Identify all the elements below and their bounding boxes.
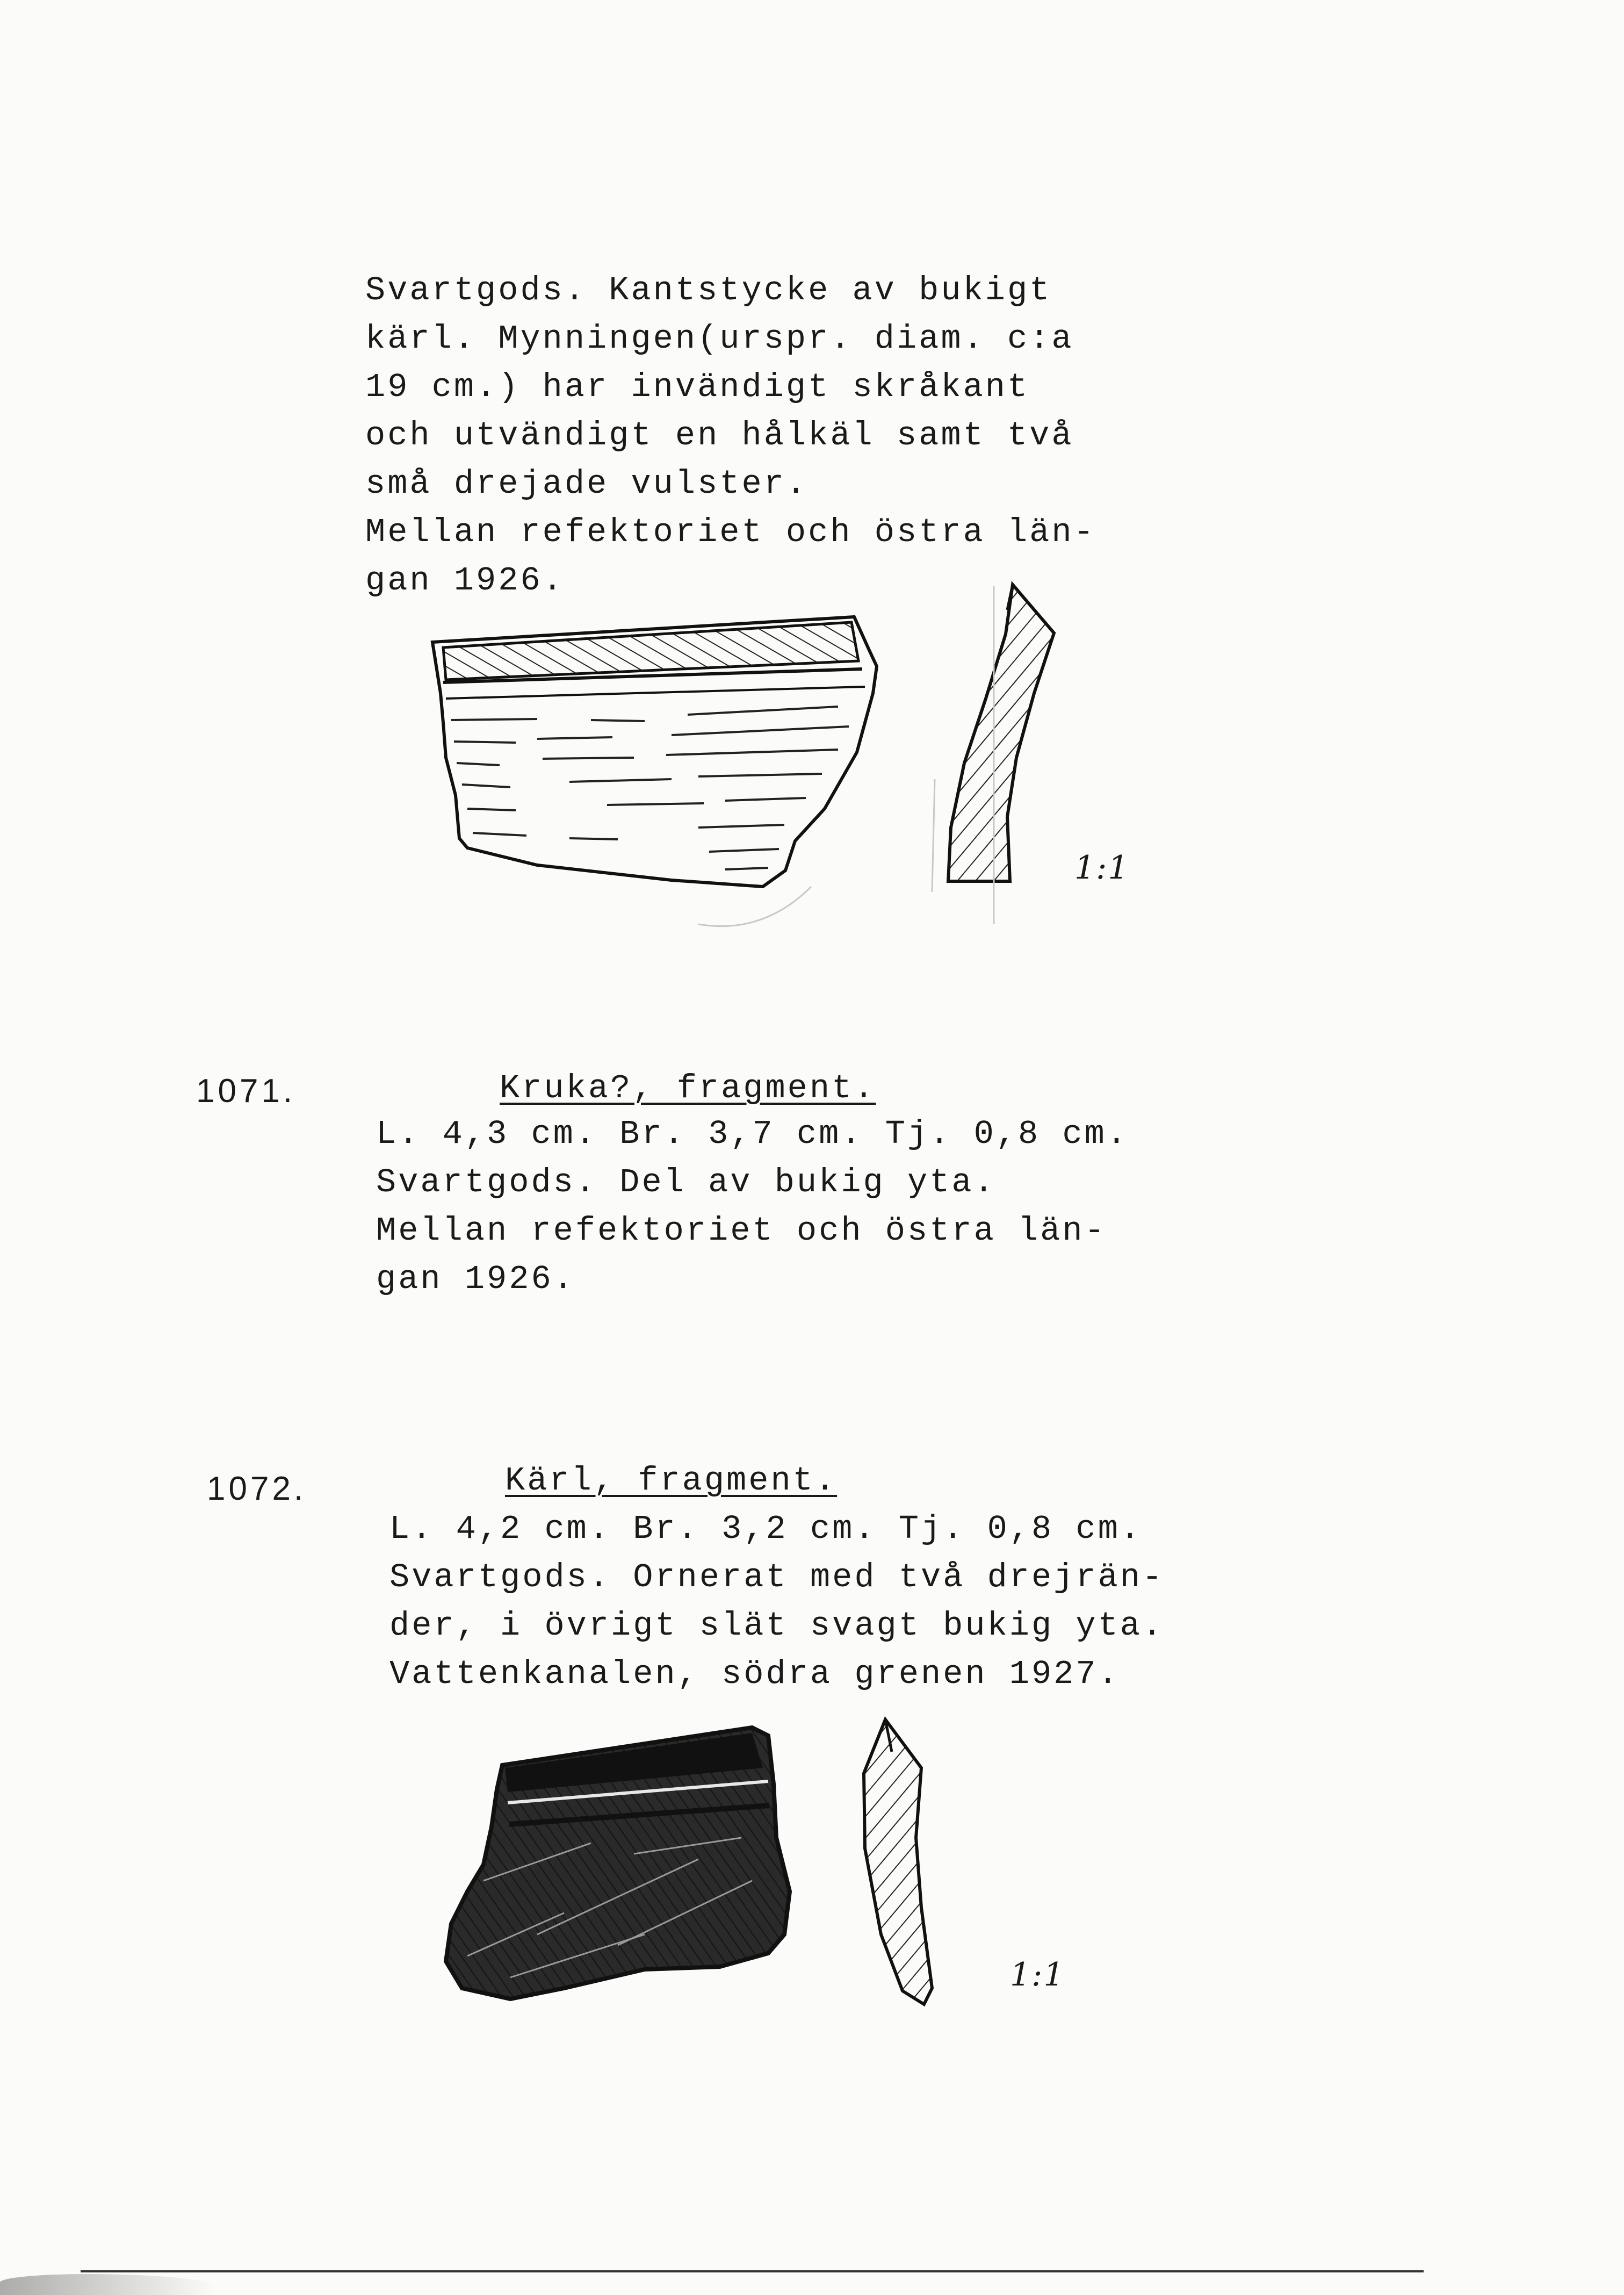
entry-text-line: L. 4,3 cm. Br. 3,7 cm. Tj. 0,8 cm. — [376, 1115, 1129, 1153]
entry-text-line: Svartgods. Ornerat med två drejrän- — [389, 1558, 1165, 1596]
sherd-profile-view — [948, 585, 1054, 881]
entry-text-line: L. 4,2 cm. Br. 3,2 cm. Tj. 0,8 cm. — [389, 1510, 1143, 1548]
entry-text-line: och utvändigt en hålkäl samt två — [365, 416, 1074, 455]
scale-label: 1:1 — [1010, 1956, 1065, 1994]
entry-text-line: Vattenkanalen, södra grenen 1927. — [389, 1655, 1120, 1693]
entry-heading: Kärl, fragment. — [505, 1462, 838, 1500]
entry-text-line: gan 1926. — [365, 562, 565, 600]
entry-text-line: små drejade vulster. — [365, 465, 809, 503]
bottom-divider — [81, 2270, 1424, 2272]
entry-text-line: Mellan refektoriet och östra län- — [376, 1212, 1107, 1250]
sherd-profile-view — [864, 1720, 932, 2004]
entry-text-line: gan 1926. — [376, 1260, 575, 1298]
sherd-front-view — [446, 1728, 790, 1999]
scale-label: 1:1 — [1074, 849, 1130, 887]
entry-text-line: kärl. Mynningen(urspr. diam. c:a — [365, 320, 1074, 358]
sherd-front-view — [432, 617, 877, 887]
entry-text-line: der, i övrigt slät svagt bukig yta. — [389, 1607, 1165, 1645]
entry-text-line: Svartgods. Del av bukig yta. — [376, 1163, 996, 1202]
entry-text-line: Svartgods. Kantstycke av bukigt — [365, 271, 1052, 310]
catalog-number: 1071. — [196, 1073, 296, 1110]
entry-heading: Kruka?, fragment. — [500, 1069, 876, 1107]
catalog-number: 1072. — [207, 1470, 307, 1507]
entry-text-line: Mellan refektoriet och östra län- — [365, 513, 1096, 551]
entry-text-line: 19 cm.) har invändigt skråkant — [365, 368, 1030, 406]
